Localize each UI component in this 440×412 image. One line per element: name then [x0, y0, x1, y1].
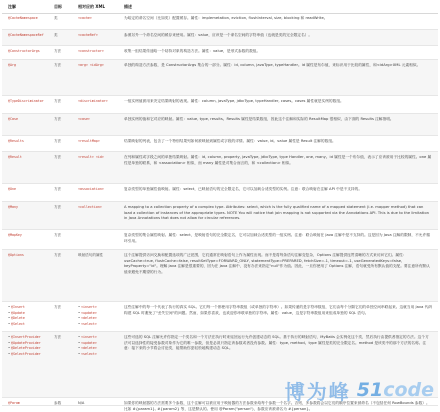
annotation-xml: 映射语句的属性	[78, 253, 104, 257]
table-row	[2, 136, 438, 152]
annotation-description: 这些可选的 SQL 注解允许你指定一个类名和一个方法在执行时来返回运行允许创建动态的 SQL。基于执行的映射语句，MyBatis 会实例化这个类，然后执行由提供者指定的方法。这个方法可以选择性的接受参数对象作为它的唯一参数，但是必须只指定该参数或者没有参数。属性：type, method。type 属性是类的完全限定名。method 是该类中的那个方法的名称。注意：接下来的小节将会讨论类，能帮助你更轻松地构建动态 SQL。	[124, 335, 429, 351]
annotation-xml: <update>	[81, 310, 97, 315]
annotation-description: 单独实例的值和它对应的映射。属性：value, type, results。Results 属性是结果数组，因此这个注解和实际的 ResultMap 很相似，由下面的 Results 注解指明。	[124, 117, 394, 121]
site-watermark	[285, 378, 434, 402]
annotation-target: 方法	[54, 305, 62, 309]
annotation-name: @InsertProvider	[11, 335, 41, 339]
annotation-xml: <cacheRef>	[78, 33, 98, 37]
annotation-description: 一组实例值被用来决定结果映射的表现。属性：column, javaType, jdbcType, typeHandler, cases。cases 属性就是实例的数组。	[124, 99, 344, 103]
annotation-name-list: •@Insert •@Update •@Delete •@Select	[8, 305, 25, 326]
annotation-description: 这个注解提供访问交换和配置选项的广泛范围，它们通常在映射语句上作为属性出现。而不是将每条语句注解变复杂，Options 注解提供连贯清晰的方式来访问它们。属性：useCache=true, flushCache=false, resultSetType=FORWARD_ONLY, statementType=PREPARED, fetchSize=-1, timeout=-1, useGeneratedKeys=false, keyProperty="id"。理解 Java 注解是很重要的，因为在 Java 注解中，没有办法来指定"null"作为值。因此，一旦你使用了 Options 注解，语句就受所有默认值的支配。要注意所有默认值来避免不期望的行为。	[124, 253, 430, 274]
annotation-target: 方法	[54, 187, 62, 191]
annotation-target: 参数	[54, 401, 62, 405]
annotation-name: @Select	[11, 321, 25, 326]
annotation-xml: <insert>	[81, 305, 97, 309]
annotation-name: @Arg	[8, 63, 16, 67]
table-row	[2, 250, 438, 302]
table-row	[2, 202, 438, 230]
annotation-xml: <constructor>	[78, 49, 104, 53]
annotation-description: 为给定的命名空间（比如类）配置缓存。属性：implemetation, eviction, flushInterval, size, blocking 和 readWrite。	[124, 16, 328, 20]
table-row	[2, 184, 438, 202]
annotation-target: 方法	[54, 155, 62, 159]
annotation-target: 方法	[54, 205, 62, 209]
annotation-name-list: •@InsertProvider •@UpdateProvider •@DeleteProvider •@SelectProvider	[8, 335, 41, 356]
annotation-name: @CacheNamespaceRef	[8, 33, 44, 37]
annotation-xml	[78, 230, 124, 249]
annotation-name: @Many	[8, 205, 18, 209]
annotation-name: @Update	[11, 310, 25, 315]
watermark-logo-number: 51	[356, 379, 384, 401]
annotation-target: 方法	[54, 335, 62, 339]
annotation-name: @CacheNamespace	[8, 16, 38, 20]
annotation-name: @One	[8, 187, 16, 191]
table-row	[2, 152, 438, 184]
table-row	[2, 60, 438, 96]
annotation-xml: <insert>	[81, 335, 97, 339]
annotation-target: 方法	[54, 49, 62, 53]
annotation-xml: <delete>	[81, 346, 97, 351]
annotation-name: @MapKey	[8, 233, 22, 237]
annotation-xml: <discriminator>	[78, 99, 108, 103]
annotation-xml: <cache>	[78, 16, 92, 20]
table-row	[2, 96, 438, 114]
annotation-description: 在列和属性或字段之间的单独结果映射。属性：id, column, property, javaType, jdbcType, type Handler, one, many。id 属性是一个布尔值，表示了应该被用于比较的属性。one 属性是单独的联系，和 <association> 相似，而 many 属性是对集合而言的，和 <collection> 相似。	[124, 155, 432, 165]
annotation-name: @SelectProvider	[11, 351, 41, 356]
annotation-xml: <result> <id>	[78, 155, 104, 159]
annotation-name: @UpdateProvider	[11, 340, 41, 345]
header-description: 描述	[124, 3, 132, 9]
annotation-name: @Case	[8, 117, 18, 121]
table-row	[2, 46, 438, 60]
header-annotation: 注解	[8, 3, 16, 9]
header-xml: 相对应的 XML	[78, 3, 106, 9]
annotation-name: @ConstructorArgs	[8, 49, 40, 53]
annotation-name: @DeleteProvider	[11, 346, 41, 351]
annotation-xml: <select>	[81, 351, 97, 356]
table-row	[2, 114, 438, 136]
annotation-xml: <case>	[78, 117, 90, 121]
annotation-xml: <resultMap>	[78, 139, 100, 143]
annotation-xml-list: •<insert> •<update> •<delete> •<select>	[78, 305, 97, 326]
annotation-description: 复杂类型的单独属性值映射。属性：select，已映射语句的完全限定名，它可以加载合适类型的实例。注意：联合映射在注解 API 中是不支持的。	[124, 187, 363, 191]
header-target: 目标	[54, 3, 62, 9]
table-row	[2, 230, 438, 250]
annotation-xml: <update>	[81, 340, 97, 345]
annotation-description: 参照另外一个命名空间的缓存来使用。属性：value，应该是一个命名空间的字符串值（也就是类的完全限定名）。	[124, 33, 313, 37]
annotation-target: 方法	[54, 63, 62, 67]
table-row	[2, 302, 438, 332]
annotation-description: 如果你的映射器的方法需要多个参数，这个注解可以被应用于映射器的方法参数来给每个参数一个名字。否则，多参数将会以它们的顺序位置来被命名（不包括任何 RowBounds 参数）。比如 #{param1}, #{param2} 等，这是默认的。使用 @Param("person")，参数应该被命名为 #{person}。	[124, 401, 430, 411]
annotation-xml: <select>	[81, 321, 97, 326]
annotation-name: @Delete	[11, 316, 25, 321]
annotation-target: 方法	[54, 99, 62, 103]
annotation-target: 方法	[54, 233, 62, 237]
annotation-xml: <collection>	[78, 205, 102, 209]
annotation-name: @Insert	[11, 305, 25, 309]
annotation-target: 类	[54, 16, 58, 20]
annotation-xml-list: •<insert> •<update> •<delete> •<select>	[78, 335, 97, 356]
annotation-description: 收集一组结果传递给一个劫持对象的构造方法。属性：value，是形式参数的数组。	[124, 49, 261, 53]
annotation-name: @Results	[8, 139, 24, 143]
annotation-target: 方法	[54, 117, 62, 121]
annotation-name: @Result	[8, 155, 22, 159]
watermark-logo-word: code	[383, 379, 434, 401]
annotation-xml: <delete>	[81, 316, 97, 321]
table-row	[2, 13, 438, 30]
annotation-xml: <arg> <idArg>	[78, 63, 104, 67]
annotation-xml: N/A	[78, 401, 85, 405]
watermark-logo	[357, 379, 434, 401]
annotation-target: 方法	[54, 253, 62, 257]
annotation-description: 这些注解中的每一个代表了执行的真实 SQL。它们每一个都使用字符串数组（或单独的字符串）。如果传递的是字符串数组，它们由每个分隔它们的单独空间串联起来。这就当用 Java 代码构建 SQL 时避免了"丢失空间"的问题。然而，如果你喜欢，也欢迎你串联单独的字符串。属性：value，这是字符串数组用来组成单独的 SQL 语句。	[124, 305, 432, 315]
annotation-description: 单独的构造方法参数，是 ConstructorArgs 集合的一部分。属性：id, column, javaType, typeHandler。id 属性是布尔值，来标识用于比较的属性，和<idArg>XML 元素相似。	[124, 63, 421, 67]
annotation-name: @Param	[8, 401, 20, 405]
annotation-description: A mapping to a collection property of a complex type. Attributes: select, which is the fully qualified name of a mapped statement (i.e. mapper method) that can load a collection of instances of the appropriate types. NOTE You will notice that join mapping is not supported via the Annotations API. This is due to the limitation in Java Annotations that does not allow for circular references.	[124, 205, 429, 221]
annotation-description: 结果映射的列表，包含了一个特别结果列如何被映射到属性或字段的详情。属性：value, id。value 属性是 Result 注解的数组。	[124, 139, 336, 143]
annotation-target: 类	[54, 33, 58, 37]
annotation-description: 复杂类型的集合属性映射。属性：select，是映射语句的完全限定名，它可以加载合适类型的一组实例。注意：联合映射在 Java 注解中是不支持的。这是因为 Java 注解的限制，不允许循环引用。	[124, 233, 430, 243]
table-row	[2, 30, 438, 46]
annotation-target: 方法	[54, 139, 62, 143]
annotation-xml: <association>	[78, 187, 104, 191]
annotation-name: @Options	[8, 253, 24, 257]
table-header	[2, 0, 438, 14]
annotation-name: @TypeDiscriminator	[8, 99, 44, 103]
watermark-cn-text: 博为峰	[284, 379, 351, 404]
